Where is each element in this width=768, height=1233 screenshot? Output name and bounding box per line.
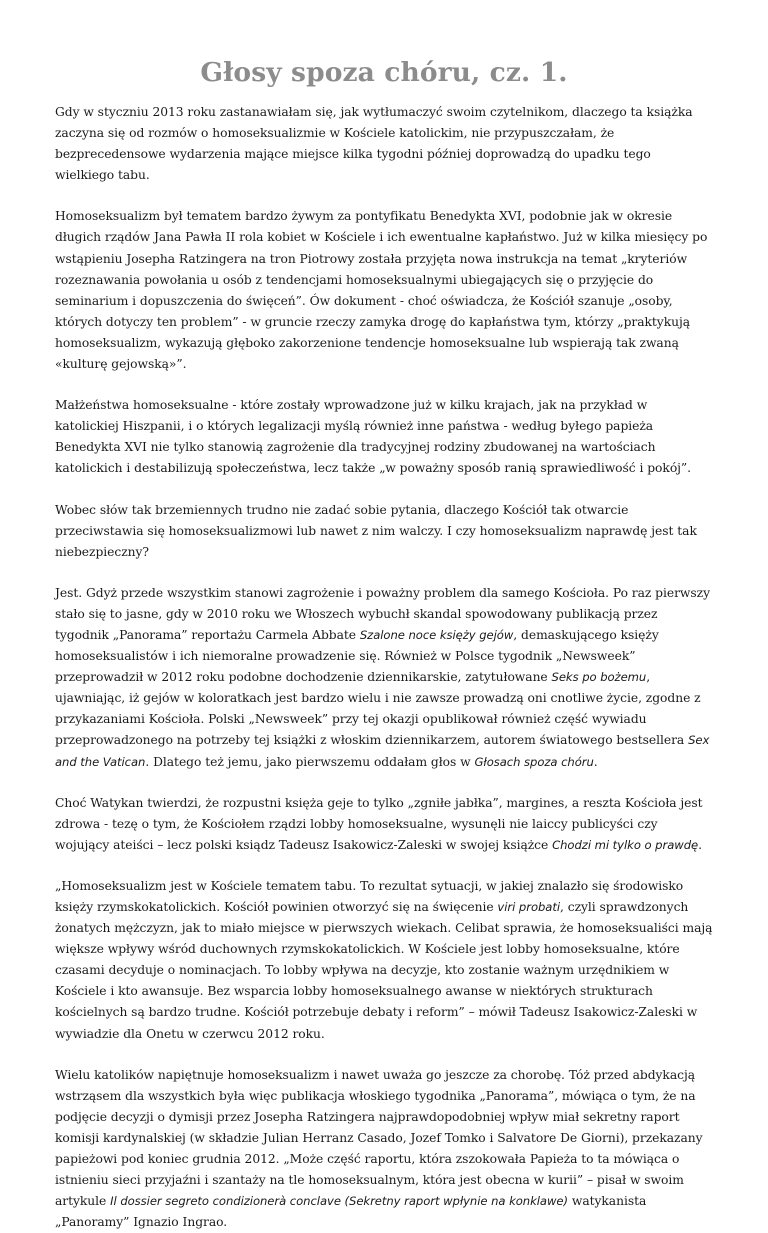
- italic-term-viri-probati: viri probati: [497, 900, 561, 914]
- italic-title-il-dossier: Il dossier segreto condizionerà conclave (Sekretny raport wpłynie na konklawe): [110, 1194, 568, 1209]
- paragraph-8-text-b: watykanista „Panoramy” Ignazio Ingrao.: [55, 1194, 647, 1230]
- paragraph-7-text-a: „Homoseksualizm jest w Kościele tematem tabu. To rezultat sytuacji, w jakiej znalazło się środowisko księży rzymskokatolickich. Kościół powinien otworzyć się na święcenie: [55, 878, 684, 914]
- paragraph-5: [55, 583, 713, 773]
- paragraph-8: [55, 1065, 713, 1233]
- italic-title-seks-po-bozemu: Seks po bożemu: [551, 670, 647, 685]
- paragraph-8-text-a: Wielu katolików napiętnuje homoseksualizm i nawet uważa go jeszcze za chorobę. Tóż przed abdykacją wstrząsem dla wszystkich była więc publikacja włoskiego tygodnika „Panorama”, mówiąca o tym, że na podjęcie decyzji o dymisji przez Josepha Ratzingera najprawdopodobniej wpływ miał sekretny raport komisji kardynalskiej (w składzie Julian Herranz Casado, Jozef Tomko i Salvatore De Giorni), przekazany papieżowi pod koniec grudnia 2012. „Może część raportu, która zszokowała Papieża to ta mówiąca o istnieniu sieci przyjaźni i szantaży na tle homoseksualnym, która jest obecna w kurii” – pisał w swoim artykule: [55, 1067, 703, 1209]
- italic-title-chodzi-mi-tylko: Chodzi mi tylko o prawdę: [552, 837, 699, 852]
- paragraph-3: Małżeństwa homoseksualne - które zostały wprowadzone już w kilku krajach, jak na przykład w katolickiej Hiszpanii, i o których legalizacji myślą również inne państwa - według byłego papieża Benedykta XVI nie tylko stanowią zagrożenie dla tradycyjnej rodziny zbudowanej na wartościach katolickich i destabilizują społeczeństwa, lecz także „w poważny sposób ranią sprawiedliwość i pokój”.: [55, 398, 692, 476]
- paragraph-5-text-c: , ujawniając, iż gejów w koloratkach jest bardzo wielu i nie zawsze prowadzą oni cnotliwe życie, zgodne z przykazaniami Kościoła. Polski „Newsweek” przy tej okazji opublikował również część wywiadu przeprowadzonego na potrzeby tej książki z włoskim dziennikarzem, autorem światowego bestsellera: [55, 670, 701, 748]
- paragraph-6: [55, 793, 713, 856]
- paragraph-5-text-a: Jest. Gdyż przede wszystkim stanowi zagrożenie i poważny problem dla samego Kościoła. Po raz pierwszy stało się to jasne, gdy w 2010 roku we Włoszech wybuchł skandal spowodowany publikacją przez tygodnik „Panorama” reportażu Carmela Abbate: [55, 585, 710, 642]
- paragraph-2: Homoseksualizm był tematem bardzo żywym za pontyfikatu Benedykta XVI, podobnie jak w okresie długich rządów Jana Pawła II rola kobiet w Kościele i ich ewentualne kapłaństwo. Już w kilka miesięcy po wstąpieniu Josepha Ratzingera na tron Piotrowy została przyjęta nowa instrukcja na temat „kryteriów rozeznawania powołania u osób z tendencjami homoseksualnymi ubiegających się o przyjęcie do seminarium i dopuszczenia do święceń”. Ów dokument - choć oświadcza, że Kościół szanuje „osoby, których dotyczy ten problem” - w gruncie rzeczy zamyka drogę do kapłaństwa tym, którzy „praktykują homoseksualizm, wykazują głęboko zakorzenione tendencje homoseksualne lub wspierają tak zwaną «kulturę gejowską»”.: [55, 209, 708, 372]
- paragraph-6-text-b: .: [698, 837, 702, 852]
- document-title: Głosy spoza chóru, cz. 1.: [200, 57, 568, 88]
- paragraph-6-text-a: Choć Watykan twierdzi, że rozpustni księża geje to tylko „zgniłe jabłka”, margines, a reszta Kościoła jest zdrowa - tezę o tym, że Kościołem rządzi lobby homoseksualne, wysunęli nie laiccy publicyści czy wojujący ateiści – lecz polski ksiądz Tadeusz Isakowicz-Zaleski w swojej książce: [55, 795, 703, 852]
- paragraph-7-text-b: , czyli sprawdzonych żonatych mężczyzn, jak to miało miejsce w pierwszych wiekach. Celibat sprawia, że homoseksualiści mają większe wpływy wśród duchownych rzymskokatolickich. W Kościele jest lobby homoseksualne, które czasami decyduje o nominacjach. To lobby wpływa na decyzje, kto zostanie ważnym urzędnikiem w Kościele i kto awansuje. Bez wsparcia lobby homoseksualnego awanse w niektórych strukturach kościelnych są bardzo trudne. Kościół potrzebuje debaty i reform” – mówił Tadeusz Isakowicz-Zaleski w wywiadzie dla Onetu w czerwcu 2012 roku.: [55, 900, 713, 1041]
- paragraph-5-text-d: . Dlatego też jemu, jako pierwszemu oddałam głos w: [145, 754, 475, 769]
- paragraph-5-text-b: , demaskującego księży homoseksualistów i ich niemoralne prowadzenie się. Również w Polsce tygodnik „Newsweek” przeprowadził w 2012 roku podobne dochodzenie dziennikarskie, zatytułowane: [55, 627, 659, 685]
- italic-title-sex-and-the-vatican: Sex and the Vatican: [55, 733, 710, 769]
- italic-title-glosy-spoza-choru: Głosach spoza chóru: [474, 754, 594, 769]
- paragraph-7: [55, 876, 713, 1045]
- paragraph-5-text-e: .: [593, 754, 598, 769]
- italic-title-szalone-noce: Szalone noce księży gejów: [359, 627, 514, 642]
- paragraph-4: Wobec słów tak brzemiennych trudno nie zadać sobie pytania, dlaczego Kościół tak otwarcie przeciwstawia się homoseksualizmowi lub nawet z nim walczy. I czy homoseksualizm naprawdę jest tak niebezpieczny?: [55, 502, 697, 559]
- paragraph-1: Gdy w styczniu 2013 roku zastanawiałam się, jak wytłumaczyć swoim czytelnikom, dlaczego ta książka zaczyna się od rozmów o homoseksualizmie w Kościele katolickim, nie przypuszczałam, że bezprecedensowe wydarzenia mające miejsce kilka tygodni później doprowadzą do upadku tego wielkiego tabu.: [55, 105, 693, 183]
